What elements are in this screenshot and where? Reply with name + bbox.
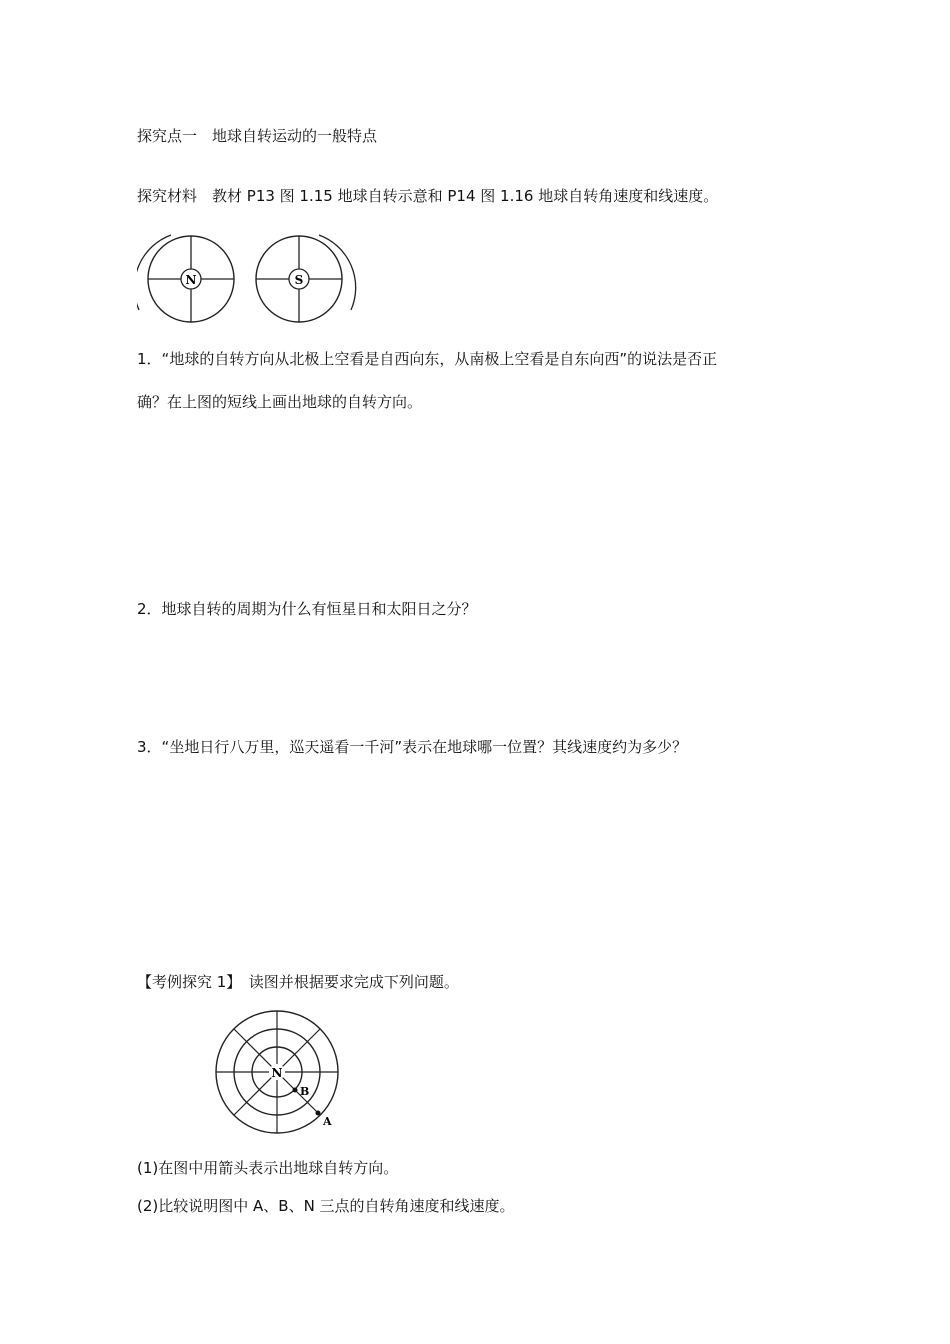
center-pole-label: N — [271, 1066, 283, 1080]
latitude-diagram — [212, 1006, 342, 1134]
point-b-dot — [293, 1088, 298, 1093]
point-b-label: B — [300, 1085, 310, 1098]
north-arc-short-line[interactable] — [137, 235, 171, 310]
south-pole-view — [256, 235, 356, 322]
sub-question-2: (2)比较说明图中 A、B、N 三点的自转角速度和线速度。 — [137, 1197, 515, 1215]
point-a-label: A — [323, 1115, 332, 1128]
question-2: 2．地球自转的周期为什么有恒星日和太阳日之分？ — [137, 600, 477, 618]
north-pole-label: N — [185, 273, 197, 287]
north-pole-view — [137, 235, 234, 322]
sub-question-1: (1)在图中用箭头表示出地球自转方向。 — [137, 1159, 399, 1177]
rotation-diagram — [137, 232, 357, 328]
example-heading: 【考例探究 1】 读图并根据要求完成下列问题。 — [137, 973, 459, 991]
question-1-line-1: 1．“地球的自转方向从北极上空看是自西向东，从南极上空看是自东向西”的说法是否正 — [137, 350, 718, 368]
point-a-dot — [316, 1111, 321, 1116]
question-3: 3．“坐地日行八万里，巡天遥看一千河”表示在地球哪一位置？其线速度约为多少？ — [137, 738, 688, 756]
material-text: 探究材料 教材 P13 图 1.15 地球自转示意和 P14 图 1.16 地球自转角速度和线速度。 — [137, 187, 719, 205]
question-1-line-2: 确？在上图的短线上画出地球的自转方向。 — [137, 393, 423, 411]
section-title: 探究点一 地球自转运动的一般特点 — [137, 127, 378, 145]
south-pole-label: S — [294, 273, 304, 287]
